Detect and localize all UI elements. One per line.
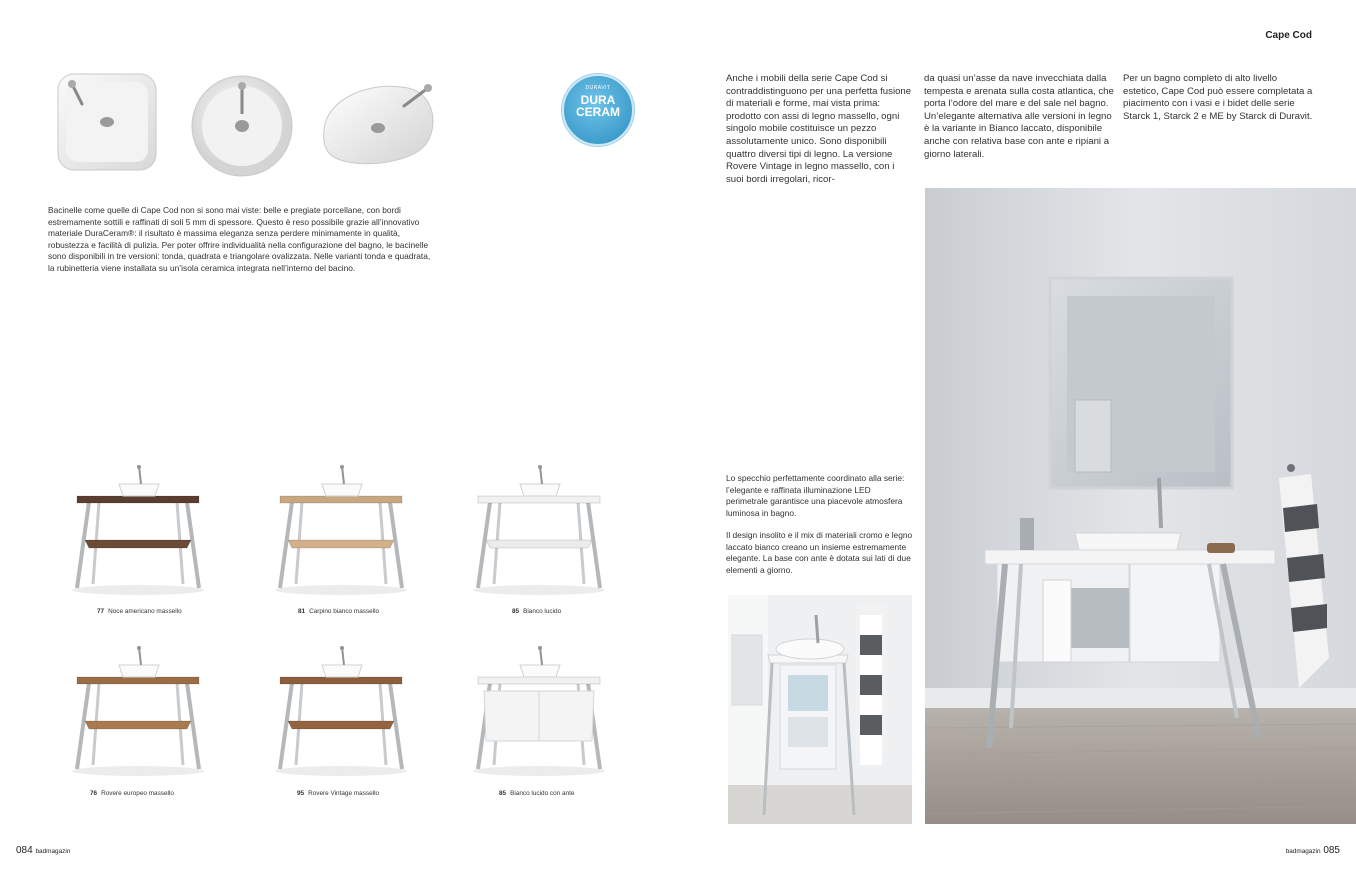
design-paragraph: Il design insolito e il mix di materiali cromo e legno laccato bianco creano un insieme estremamente elegante. La base con ante è dotata sui lati di due elementi a giorno. <box>726 530 913 575</box>
furniture-image <box>266 643 416 783</box>
furniture-caption <box>512 608 561 615</box>
badge-line-1: DURA <box>580 93 616 107</box>
furniture-illustration <box>63 462 213 602</box>
furniture-image <box>464 643 614 783</box>
magazine-name-right: badmagazin <box>1285 848 1321 855</box>
section-title: Cape Cod <box>1265 30 1312 41</box>
footer-left <box>16 845 70 856</box>
finish-label: Carpino bianco massello <box>309 608 380 615</box>
mirror-paragraph: Lo specchio perfettamente coordinato alla serie: l’elegante e raffinata illuminazione LED perimetrale garantisce una piacevole atmosfera luminosa in bagno. <box>726 473 905 518</box>
finish-code: 85 <box>499 790 507 797</box>
furniture-caption <box>499 790 574 797</box>
finish-label: Bianco lucido con ante <box>510 790 575 797</box>
furniture-caption <box>297 790 379 797</box>
magazine-name-left: badmagazin <box>35 848 71 855</box>
bathroom-photo <box>925 188 1356 824</box>
finish-code: 85 <box>512 608 520 615</box>
column-1-text: Anche i mobili della serie Cape Cod si contraddistinguono per una perfetta fusione di materiali e forme, mai vista prima: prodotto con assi di legno massello, ogni singolo mobile costituisce un pezzo assolutamente unico. Sono disponibili quattro diversi tipi di legno. La versione Rovere Vintage in legno massello, con i suoi bordi irregolari, ricor- <box>726 73 912 185</box>
page-number-right: 085 <box>1323 845 1340 856</box>
column-2-text: da quasi un’asse da nave invecchiata dalla tempesta e arenata sulla costa atlantica, che porta l’odore del mare e del sale nel bagno. Un’elegante alternativa alle versioni in legno è la variante in Bianco laccato, disponibile anche con relativa base con ante e ripiani a giorno laterali. <box>924 73 1114 160</box>
page-number-left: 084 <box>16 845 33 856</box>
round-basin-image <box>186 70 298 178</box>
finish-code: 77 <box>97 608 105 615</box>
footer-right <box>1286 845 1340 856</box>
finish-code: 76 <box>90 790 98 797</box>
finish-label: Noce americano massello <box>108 608 182 615</box>
furniture-illustration <box>464 462 614 602</box>
duraceram-badge <box>562 74 634 146</box>
finish-label: Bianco lucido <box>523 608 562 615</box>
furniture-image <box>266 462 416 602</box>
badge-line-2: CERAM <box>576 105 620 119</box>
finish-code: 81 <box>298 608 306 615</box>
furniture-illustration <box>464 643 614 783</box>
furniture-image <box>63 643 213 783</box>
column-3-text: Per un bagno completo di alto livello estetico, Cape Cod può essere completata a piacimento con i vasi e i bidet delle serie Starck 1, Starck 2 e ME by Starck di Duravit. <box>1123 73 1313 122</box>
square-basin-image <box>52 70 164 178</box>
triangular-basin-image <box>318 70 442 178</box>
finish-code: 95 <box>297 790 305 797</box>
furniture-caption <box>90 790 174 797</box>
furniture-caption <box>298 608 379 615</box>
furniture-caption <box>97 608 182 615</box>
furniture-image <box>464 462 614 602</box>
intro-paragraph: Bacinelle come quelle di Cape Cod non si sono mai viste: belle e pregiate porcellane, con bordi estremamente sottili e raffinati di soli 5 mm di spessore. Questo è reso possibile grazie all’innovativo materiale DuraCeram®: il risultato è massima eleganza senza perdere minimamente in qualità, robustezza e facilità di pulizia. Per poter offrire individualità nella configurazione del bagno, le bacinelle sono disponibili in tre versioni: tonda, quadrata e triangolare ovalizzata. Nelle varianti tonda e quadrata, la rubinetteria viene installata su un’isola ceramica integrata nell’interno del bacino. <box>48 205 431 273</box>
furniture-image <box>63 462 213 602</box>
furniture-illustration <box>266 462 416 602</box>
furniture-illustration <box>266 643 416 783</box>
badge-brand: DURAVIT <box>585 85 611 91</box>
furniture-illustration <box>63 643 213 783</box>
finish-label: Rovere Vintage massello <box>308 790 380 797</box>
finish-label: Rovere europeo massello <box>101 790 174 797</box>
side-view-photo <box>728 595 912 824</box>
